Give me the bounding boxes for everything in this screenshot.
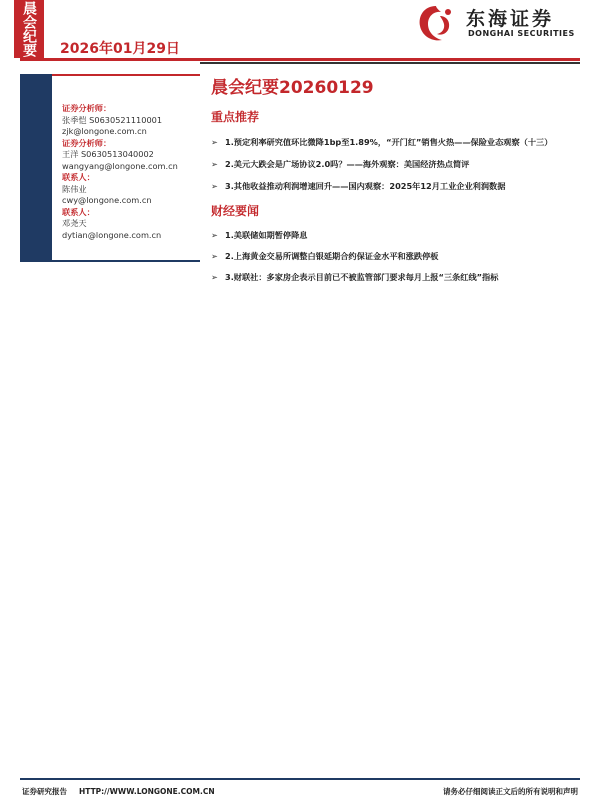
contact-email[interactable]: zjk@longone.com.cn bbox=[62, 126, 147, 136]
contact-email[interactable]: wangyang@longone.com.cn bbox=[62, 160, 178, 171]
bullet-arrow-icon: ➢ bbox=[211, 230, 218, 240]
list-item[interactable] bbox=[211, 137, 586, 148]
item-text: 3.其他收益推动利润增速回升——国内观察：2025年12月工业企业利润数据 bbox=[225, 181, 506, 191]
item-text: 2.美元大跌会是广场协议2.0吗？——海外观察：美国经济热点简评 bbox=[225, 159, 470, 169]
bullet-arrow-icon: ➢ bbox=[211, 251, 218, 261]
bullet-arrow-icon: ➢ bbox=[211, 272, 218, 282]
company-logo bbox=[414, 2, 584, 46]
list-item[interactable] bbox=[211, 230, 586, 241]
logo-name-cn: 东海证券 bbox=[466, 8, 555, 30]
item-text: 2.上海黄金交易所调整白银延期合约保证金水平和涨跌停板 bbox=[225, 251, 439, 261]
footer-disclaimer: 请务必仔细阅读正文后的所有说明和声明 bbox=[443, 787, 578, 796]
header-divider-red bbox=[20, 58, 580, 61]
report-date: 2026年01月29日 bbox=[60, 41, 180, 57]
section-heading-finance-news: 财经要闻 bbox=[211, 204, 260, 218]
contact-role: 联系人： bbox=[62, 206, 95, 217]
item-text: 3.财联社：多家房企表示目前已不被监管部门要求每月上报“三条红线”指标 bbox=[225, 272, 499, 282]
sidebar-bottom-rule bbox=[52, 260, 200, 262]
bullet-arrow-icon: ➢ bbox=[211, 181, 218, 191]
contact-line: 陈伟业 bbox=[62, 183, 87, 194]
contact-block bbox=[62, 103, 202, 138]
footer-divider bbox=[20, 778, 580, 780]
side-tab-label: 晨会纪要 bbox=[14, 0, 44, 58]
contact-line: 邓尧天 bbox=[62, 218, 87, 228]
donghai-swirl-logo-icon bbox=[414, 2, 458, 44]
contact-role: 证券分析师： bbox=[62, 137, 112, 148]
page-title: 晨会纪要20260129 bbox=[211, 78, 374, 98]
contact-block bbox=[62, 172, 202, 207]
sidebar-top-rule bbox=[52, 74, 200, 76]
logo-name-en: DONGHAI SECURITIES bbox=[468, 29, 575, 38]
footer-url-link[interactable]: HTTP://WWW.LONGONE.COM.CN bbox=[79, 787, 215, 796]
item-text: 1.预定利率研究值环比微降1bp至1.89%，“开门红”销售火热——保险业态观察（十三） bbox=[225, 137, 553, 147]
contact-block bbox=[62, 138, 202, 173]
contact-line: 王洋 S0630513040002 bbox=[62, 149, 154, 159]
bullet-arrow-icon: ➢ bbox=[211, 137, 218, 147]
item-text: 1.美联储如期暂停降息 bbox=[225, 230, 308, 240]
sidebar-accent-bar bbox=[20, 74, 52, 262]
contact-role: 证券分析师： bbox=[62, 103, 112, 113]
footer-left bbox=[22, 786, 227, 797]
contact-role: 联系人： bbox=[62, 172, 95, 182]
contact-line: 张季恺 S0630521110001 bbox=[62, 114, 163, 125]
footer-label: 证券研究报告 bbox=[22, 787, 67, 796]
contact-email[interactable]: dytian@longone.com.cn bbox=[62, 229, 162, 240]
analyst-contacts bbox=[62, 103, 202, 241]
list-item[interactable] bbox=[211, 159, 586, 170]
contact-email[interactable]: cwy@longone.com.cn bbox=[62, 195, 152, 205]
section-heading-key-picks: 重点推荐 bbox=[211, 110, 260, 124]
list-item[interactable] bbox=[211, 181, 586, 192]
list-item[interactable] bbox=[211, 272, 586, 283]
contact-block bbox=[62, 207, 202, 242]
bullet-arrow-icon: ➢ bbox=[211, 159, 218, 169]
header-divider-dark bbox=[200, 62, 580, 64]
list-item[interactable] bbox=[211, 251, 586, 262]
